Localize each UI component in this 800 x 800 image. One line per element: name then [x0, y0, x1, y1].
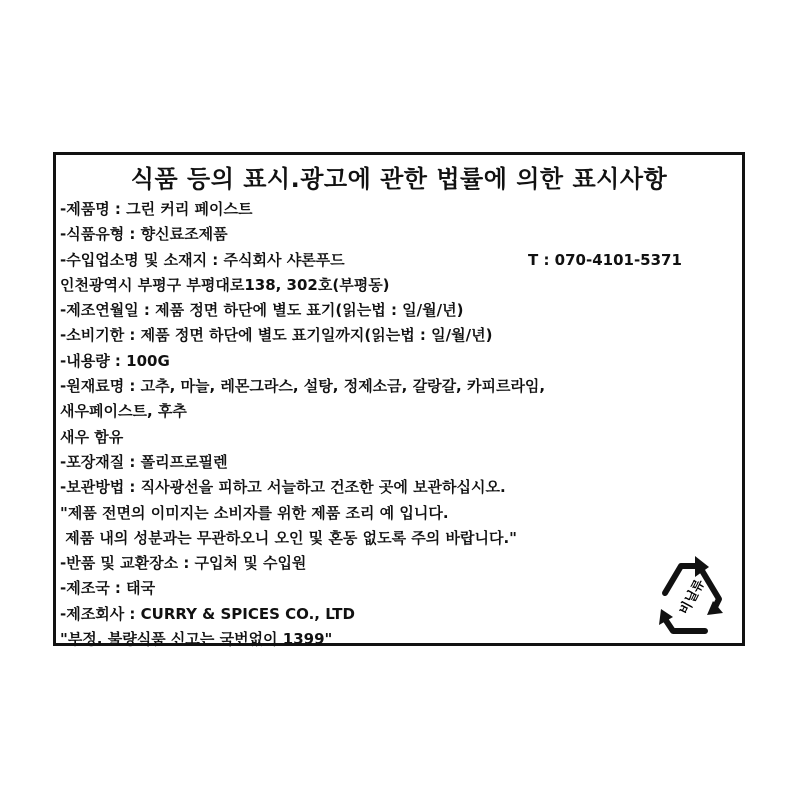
importer-line — [60, 248, 740, 273]
address-line: 인천광역시 부평구 부평대로138, 302호(부평동) — [60, 275, 390, 294]
storage-method-line: -보관방법 : 직사광선을 피하고 서늘하고 건조한 곳에 보관하십시오. — [60, 478, 506, 497]
manufacture-date-line: -제조연월일 : 제품 정면 하단에 별도 표기(읽는법 : 일/월/년) — [60, 301, 464, 320]
food-label-box — [53, 152, 745, 649]
allergen-line: 새우 함유 — [60, 427, 124, 446]
packaging-material-line: -포장재질 : 폴리프로필렌 — [60, 452, 228, 471]
net-content-line: -내용량 : 100G — [60, 351, 170, 370]
image-notice-line: "제품 전면의 이미지는 소비자를 위한 제품 조리 예 입니다. — [60, 503, 449, 522]
ingredients-continued-line: 새우페이스트, 후추 — [60, 402, 187, 421]
food-type-line: -식품유형 : 향신료조제품 — [60, 225, 228, 244]
label-title: 식품 등의 표시.광고에 관한 법률에 의한 표시사항 — [130, 165, 668, 193]
importer-text: -수입업소명 및 소재지 : 주식회사 샤론푸드 — [60, 250, 345, 269]
ingredients-line: -원재료명 : 고추, 마늘, 레몬그라스, 설탕, 정제소금, 갈랑갈, 카피르라임, — [60, 377, 546, 396]
expiry-date-line: -소비기한 : 제품 정면 하단에 별도 표기일까지(읽는법 : 일/월/년) — [60, 326, 493, 345]
country-of-origin-line: -제조국 : 태국 — [60, 579, 156, 598]
phone-number: T : 070-4101-5371 — [528, 250, 682, 269]
return-exchange-line: -반품 및 교환장소 : 구입처 및 수입원 — [60, 554, 307, 573]
image-notice-continued-line: 제품 내의 성분과는 무관하오니 오인 및 혼동 없도록 주의 바랍니다." — [60, 528, 517, 547]
label-lines — [60, 197, 740, 652]
recycle-label: 비닐류 — [676, 577, 708, 618]
product-name-line: -제품명 : 그린 커리 페이스트 — [60, 200, 253, 218]
recycle-icon — [651, 553, 733, 639]
report-notice-line: "부정, 불량식품 신고는 국번없이 1399" — [60, 630, 333, 649]
manufacturer-line: -제조회사 : CURRY & SPICES CO., LTD — [60, 604, 355, 623]
